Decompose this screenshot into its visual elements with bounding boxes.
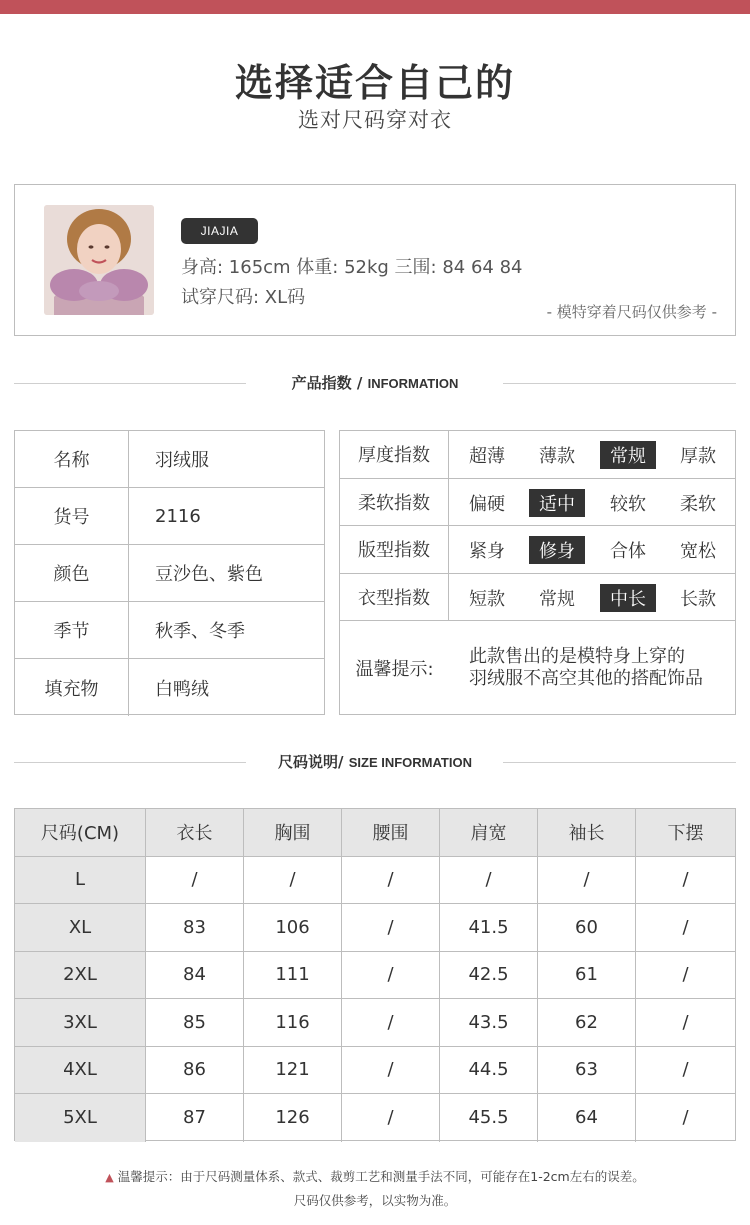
warning-triangle-icon: ▲ xyxy=(105,1171,114,1184)
info-key: 名称 xyxy=(15,431,129,487)
size-value-cell: 60 xyxy=(538,904,636,951)
size-value-cell: 87 xyxy=(146,1094,244,1142)
model-measurements: 身高: 165cm 体重: 52kg 三围: 84 64 84 xyxy=(181,257,523,278)
index-row-thickness xyxy=(340,431,735,479)
size-value-cell: 61 xyxy=(538,952,636,999)
model-photo-image xyxy=(44,205,154,315)
size-value-cell: 83 xyxy=(146,904,244,951)
size-table-header-cell: 肩宽 xyxy=(440,809,538,856)
product-index-table xyxy=(339,430,736,715)
page-title: 选择适合自己的 xyxy=(234,61,515,105)
size-table-header-cell: 下摆 xyxy=(636,809,735,856)
model-size-note: - 模特穿着尺码仅供参考 - xyxy=(546,303,717,321)
size-value-cell: 41.5 xyxy=(440,904,538,951)
product-section-title-en: INFORMATION xyxy=(367,376,459,391)
index-row-softness xyxy=(340,479,735,527)
index-option: 较软 xyxy=(610,493,646,515)
size-value-cell: 84 xyxy=(146,952,244,999)
model-trial-size: 试穿尺码: XL码 xyxy=(181,287,306,308)
size-table-header-row xyxy=(15,809,735,857)
size-value-cell: / xyxy=(682,869,689,891)
info-value: 白鸭绒 xyxy=(155,678,209,700)
index-option-selected: 中长 xyxy=(600,584,656,612)
index-row-fit xyxy=(340,526,735,574)
size-value-cell: / xyxy=(342,952,440,999)
info-value: 2116 xyxy=(155,505,201,527)
size-table-header-cell: 袖长 xyxy=(538,809,636,856)
size-table-header-cell: 腰围 xyxy=(342,809,440,856)
info-row xyxy=(15,431,324,488)
size-value-cell: / xyxy=(538,857,636,904)
index-option-selected: 修身 xyxy=(529,536,585,564)
size-value-cell: / xyxy=(342,904,440,951)
size-value-cell: 63 xyxy=(538,1047,636,1094)
size-value-cell: / xyxy=(342,857,440,904)
size-value-cell: / xyxy=(146,857,244,904)
index-option: 薄款 xyxy=(539,446,575,467)
info-key: 季节 xyxy=(15,602,129,658)
info-key: 货号 xyxy=(15,488,129,544)
size-table-row xyxy=(15,999,735,1047)
index-key: 柔软指数 xyxy=(340,479,449,526)
size-value-cell: / xyxy=(682,1011,689,1033)
size-value-cell: 86 xyxy=(146,1047,244,1094)
size-value-cell: 42.5 xyxy=(440,952,538,999)
info-row xyxy=(15,488,324,545)
info-value: 羽绒服 xyxy=(155,450,209,471)
size-table-row xyxy=(15,1094,735,1142)
info-key: 填充物 xyxy=(15,659,129,716)
product-section-title-cn: 产品指数 / xyxy=(291,374,363,392)
size-table-row xyxy=(15,952,735,1000)
size-table-header-cell: 衣长 xyxy=(146,809,244,856)
size-table-row xyxy=(15,1047,735,1095)
size-label-cell: 3XL xyxy=(15,999,146,1046)
info-value: 豆沙色、紫色 xyxy=(155,564,263,585)
size-value-cell: 116 xyxy=(244,999,342,1046)
index-option: 柔软 xyxy=(680,493,716,515)
size-value-cell: / xyxy=(682,1107,689,1129)
tip-row xyxy=(340,621,735,714)
info-row xyxy=(15,602,324,659)
size-label-cell: 4XL xyxy=(15,1047,146,1094)
footer-note: 尺码仅供参考，以实物为准。 xyxy=(293,1193,457,1208)
size-table-header-cell: 胸围 xyxy=(244,809,342,856)
size-label-cell: XL xyxy=(15,904,146,951)
tip-line-1: 此款售出的是模特身上穿的 xyxy=(469,646,685,667)
info-row xyxy=(15,659,324,716)
index-option: 超薄 xyxy=(469,446,505,467)
size-section-header xyxy=(0,750,750,774)
size-table-row xyxy=(15,904,735,952)
index-option: 宽松 xyxy=(680,541,716,562)
size-value-cell: 64 xyxy=(538,1094,636,1142)
index-key: 衣型指数 xyxy=(340,574,449,621)
size-value-cell: 111 xyxy=(244,952,342,999)
size-value-cell: / xyxy=(342,1047,440,1094)
page-subtitle: 选对尺码穿对衣 xyxy=(298,108,452,132)
size-label-cell: L xyxy=(15,857,146,904)
index-option: 紧身 xyxy=(469,541,505,562)
index-option: 常规 xyxy=(539,588,575,610)
size-value-cell: / xyxy=(342,999,440,1046)
top-accent-bar xyxy=(0,0,750,14)
size-value-cell: / xyxy=(342,1094,440,1142)
size-table-row xyxy=(15,857,735,905)
size-value-cell: / xyxy=(682,1059,689,1081)
size-table-header-cell: 尺码(CM) xyxy=(15,809,146,856)
size-label-cell: 2XL xyxy=(15,952,146,999)
size-value-cell: 44.5 xyxy=(440,1047,538,1094)
size-value-cell: / xyxy=(244,857,342,904)
size-label-cell: 5XL xyxy=(15,1094,146,1142)
index-key: 版型指数 xyxy=(340,526,449,573)
info-value: 秋季、冬季 xyxy=(155,621,245,642)
model-info-box xyxy=(14,184,736,336)
size-section-title-en: SIZE INFORMATION xyxy=(348,755,472,770)
size-value-cell: 121 xyxy=(244,1047,342,1094)
index-option: 偏硬 xyxy=(469,493,505,515)
footer-warning-text: 温馨提示：由于尺码测量体系、款式、裁剪工艺和测量手法不同，可能存在1-2cm左右的误差。 xyxy=(117,1169,645,1184)
tip-text xyxy=(469,646,703,690)
tip-line-2: 羽绒服不高空其他的搭配饰品 xyxy=(469,668,703,689)
size-value-cell: 43.5 xyxy=(440,999,538,1046)
index-option-selected: 常规 xyxy=(600,441,656,469)
tip-key: 温馨提示: xyxy=(355,658,434,680)
index-option-selected: 适中 xyxy=(529,489,585,517)
size-value-cell: 85 xyxy=(146,999,244,1046)
index-row-length xyxy=(340,574,735,622)
size-value-cell: 126 xyxy=(244,1094,342,1142)
info-row xyxy=(15,545,324,602)
size-value-cell: / xyxy=(440,857,538,904)
product-section-header xyxy=(0,371,750,395)
size-table xyxy=(14,808,736,1141)
info-key: 颜色 xyxy=(15,545,129,601)
size-value-cell: / xyxy=(682,916,689,938)
size-section-title-cn: 尺码说明/ xyxy=(278,753,344,771)
index-option: 长款 xyxy=(680,588,716,610)
footer-warning xyxy=(0,1167,750,1185)
product-info-table xyxy=(14,430,325,715)
index-key: 厚度指数 xyxy=(340,431,449,478)
size-value-cell: 62 xyxy=(538,999,636,1046)
size-value-cell: 106 xyxy=(244,904,342,951)
index-option: 厚款 xyxy=(680,446,716,467)
size-value-cell: / xyxy=(682,964,689,986)
index-option: 短款 xyxy=(469,588,505,610)
model-photo xyxy=(44,205,154,315)
size-value-cell: 45.5 xyxy=(440,1094,538,1142)
model-name-tag: JIAJIA xyxy=(181,218,258,244)
index-option: 合体 xyxy=(610,541,646,562)
